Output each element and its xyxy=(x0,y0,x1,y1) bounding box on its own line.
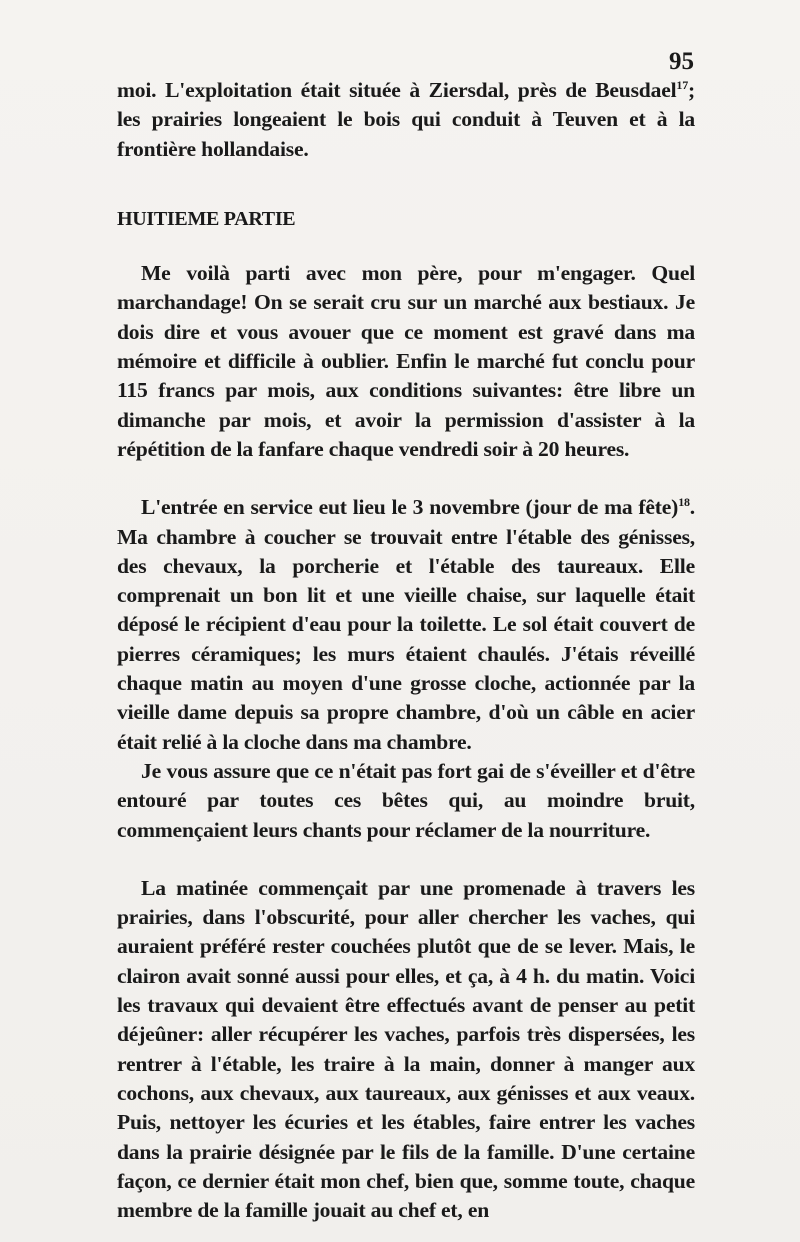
paragraph-text: moi. L'exploitation était située à Ziersdal, près de Beusdael xyxy=(117,78,677,102)
footnote-ref: 18 xyxy=(678,495,690,510)
page-number: 95 xyxy=(669,48,694,75)
paragraph-text: ; les prairies longeaient le bois qui conduit à Teuven et à la frontière hollandaise. xyxy=(117,78,695,161)
paragraph: Je vous assure que ce n'était pas fort gai de s'éveiller et d'être entouré par toutes ces bêtes qui, au moindre bruit, commençaient leurs chants pour réclamer de la nourriture. xyxy=(117,758,695,842)
page-text xyxy=(117,76,695,1225)
paragraph-text: . Ma chambre à coucher se trouvait entre l'étable des génisses, des chevaux, la porcherie et l'étable des taureaux. Elle comprenait un bon lit et une vieille chaise, sur laquelle était déposé le récipient d'eau pour la toilette. Le sol était couvert de pierres céramiques; les murs étaient chaulés. J'étais réveillé chaque matin au moyen d'une grosse cloche, actionnée par la vieille dame depuis sa propre chambre, d'où un câble en acier était relié à la cloche dans ma chambre. xyxy=(117,495,695,754)
paragraph xyxy=(117,493,695,757)
paragraph-text: L'entrée en service eut lieu le 3 novembre (jour de ma fête) xyxy=(141,495,679,520)
paragraph: Me voilà parti avec mon père, pour m'engager. Quel marchandage! On se serait cru sur un marché aux bestiaux. Je dois dire et vous avouer que ce moment est gravé dans ma mémoire et difficile à oublier. Enfin le marché fut conclu pour 115 francs par mois, aux conditions suivantes: être libre un dimanche par mois, et avoir la permission d'assister à la répétition de la fanfare chaque vendredi soir à 20 heures. xyxy=(117,261,695,461)
paragraph: La matinée commençait par une promenade à travers les prairies, dans l'obscurité, pour aller chercher les vaches, qui auraient préféré rester couchées plutôt que de se lever. Mais, le clairon avait sonné aussi pour elles, et ça, à 4 h. du matin. Voici les travaux qui devaient être effectués avant de penser au petit déjeûner: aller récupérer les vaches, parfois très dispersées, les rentrer à l'étable, les traire à la main, donner à manger aux cochons, aux chevaux, aux taureaux, aux génisses et aux veaux. Puis, nettoyer les écuries et les étables, faire entrer les vaches dans la prairie désignée par le fils de la famille. D'une certaine façon, ce dernier était mon chef, bien que, somme toute, chaque membre de la famille jouait au chef et, en xyxy=(117,875,695,1223)
footnote-ref: 17 xyxy=(676,78,688,92)
paragraph-continuation xyxy=(117,76,695,164)
section-heading: HUITIEME PARTIE xyxy=(117,207,296,230)
